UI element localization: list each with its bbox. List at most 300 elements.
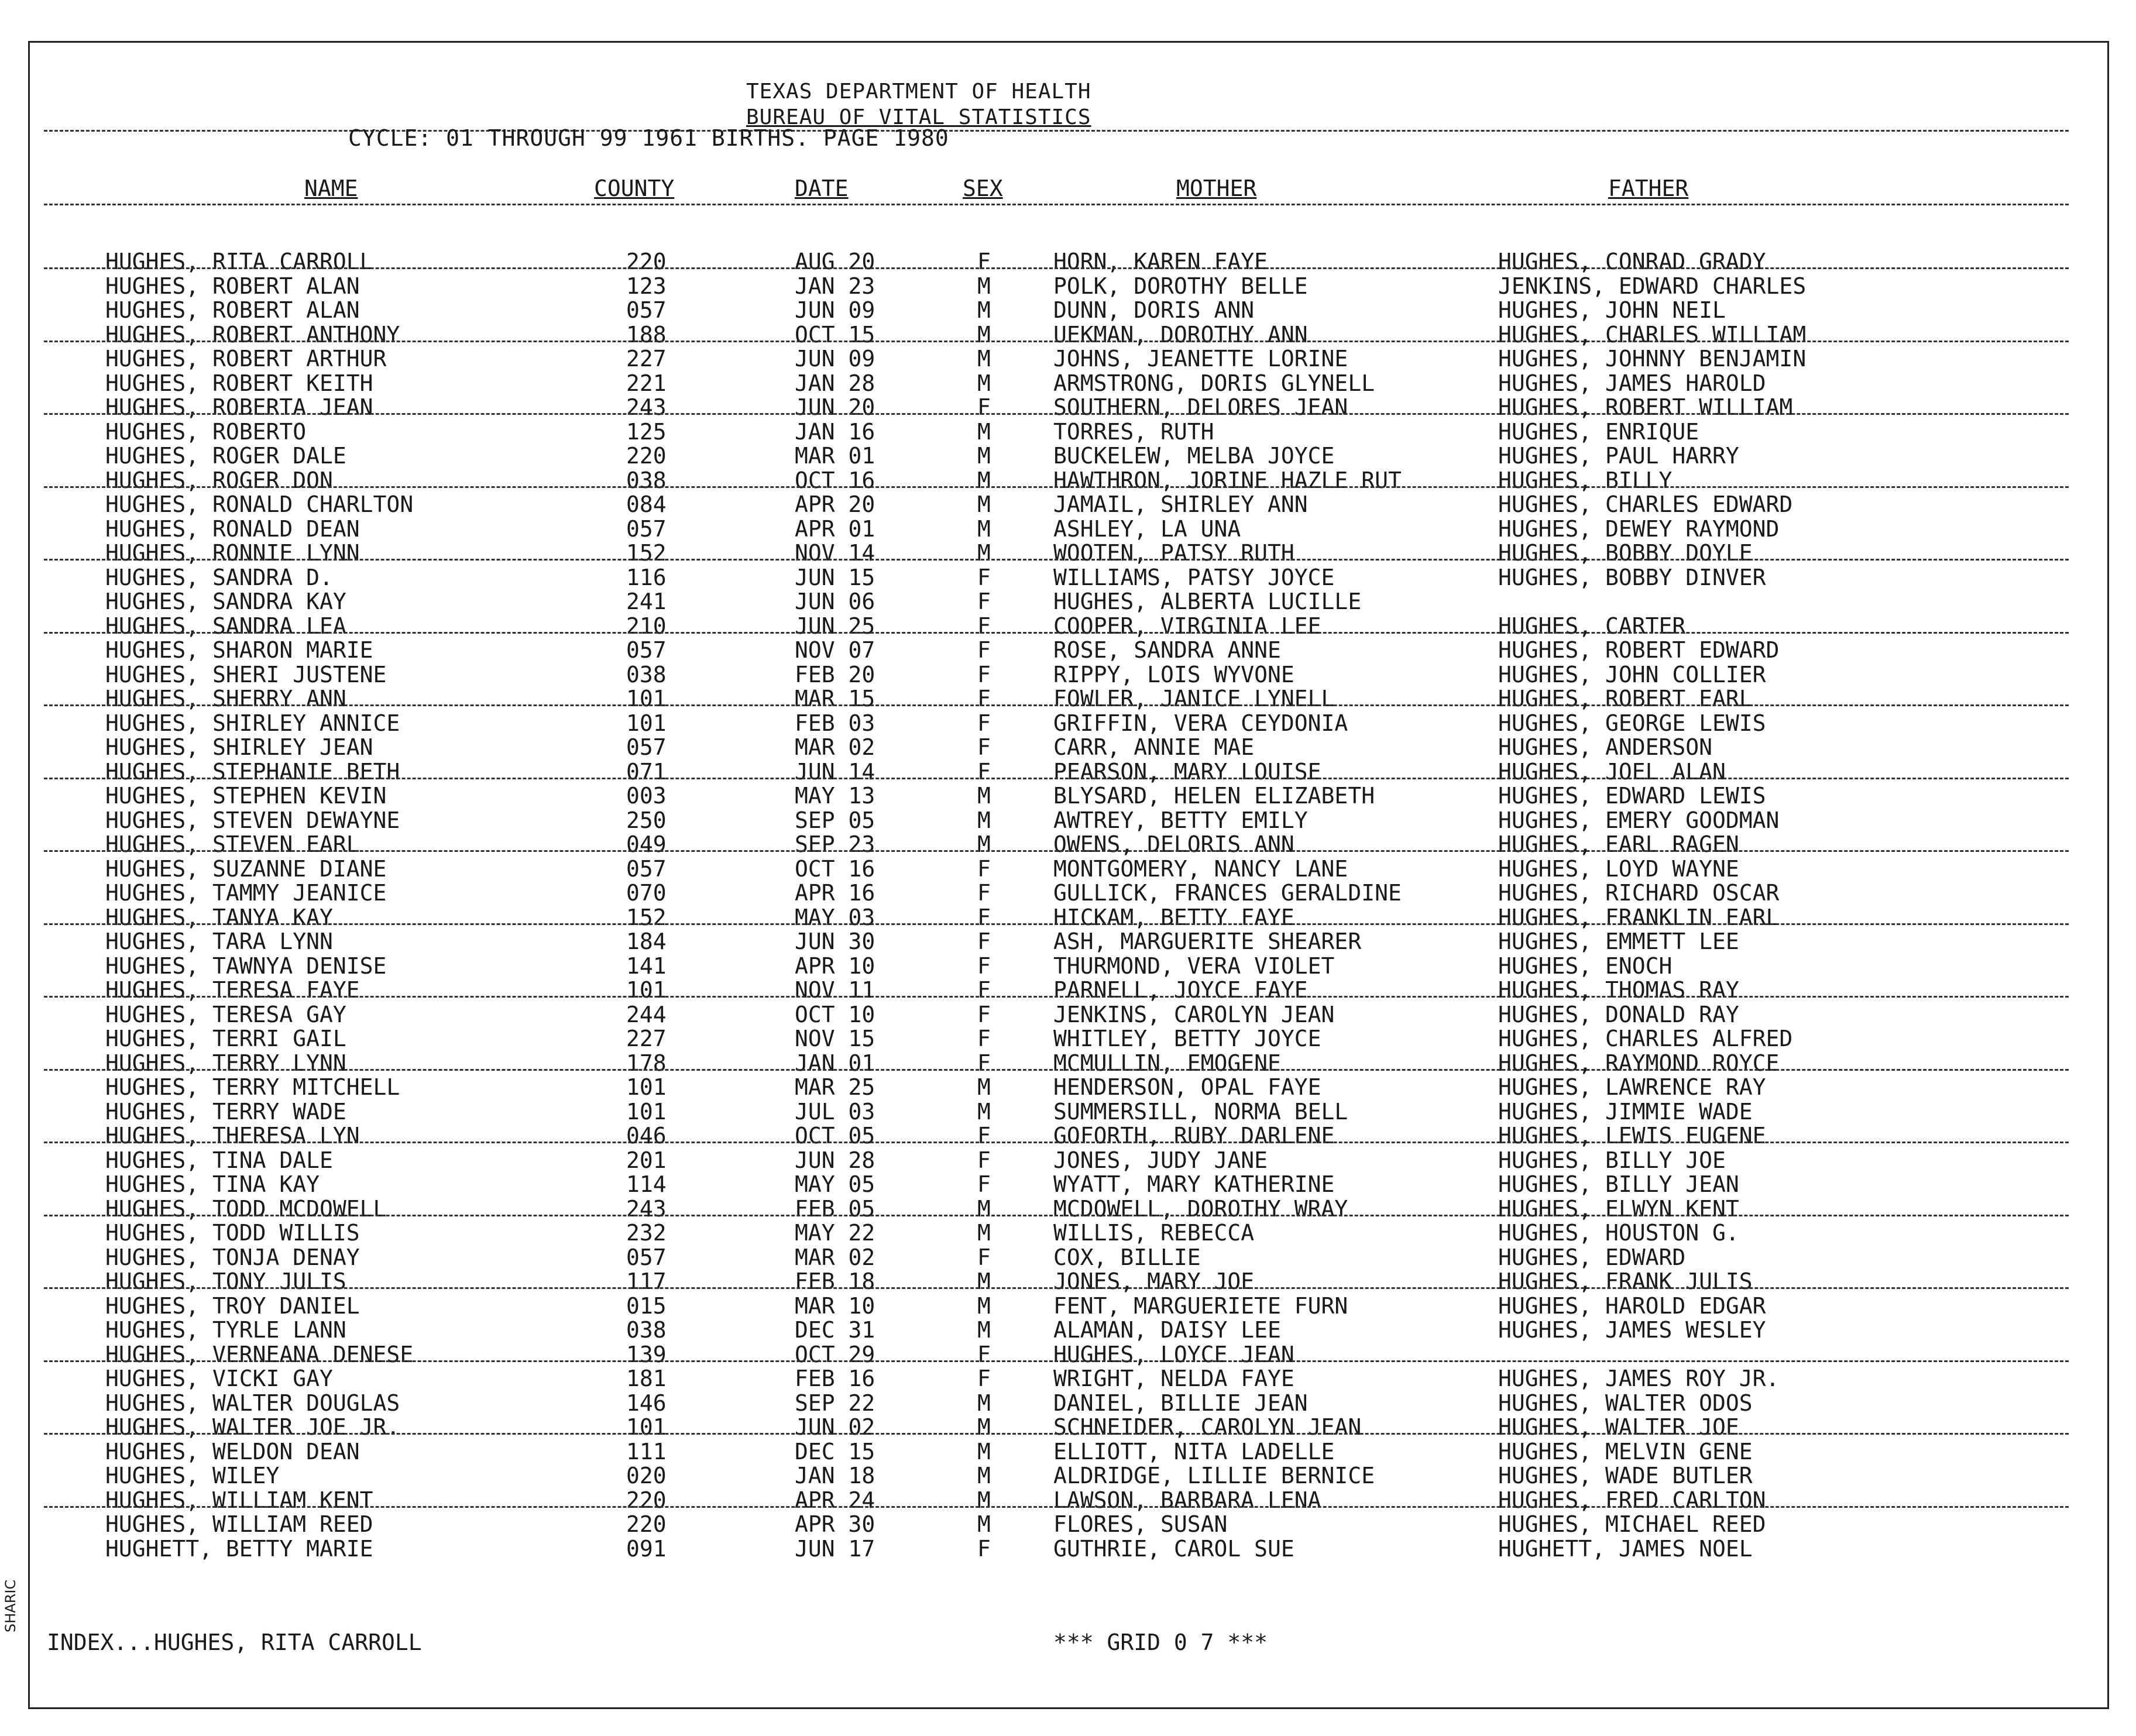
cell-father: HUGHES, FRED CARLTON: [1498, 1487, 1766, 1513]
cell-county: 111: [626, 1438, 667, 1465]
side-stamp: SHARIC: [2, 1579, 19, 1632]
cell-name: HUGHES, VERNEANA DENESE: [105, 1341, 414, 1367]
cell-sex: M: [977, 807, 991, 833]
cell-sex: F: [977, 855, 991, 882]
cell-mother: ELLIOTT, NITA LADELLE: [1053, 1438, 1335, 1465]
cell-sex: F: [977, 1001, 991, 1027]
cell-mother: SUMMERSILL, NORMA BELL: [1053, 1098, 1348, 1125]
cell-name: HUGHES, RITA CARROLL: [105, 249, 373, 274]
row-divider: [44, 1069, 2069, 1071]
cell-mother: WILLIAMS, PATSY JOYCE: [1053, 564, 1335, 590]
row-divider: [44, 850, 2069, 852]
column-header-sex: SEX: [963, 176, 1003, 201]
cell-date: JUN 25: [795, 613, 875, 639]
cell-county: 220: [626, 1511, 667, 1537]
cell-name: HUGHES, WELDON DEAN: [105, 1438, 360, 1465]
cell-county: 210: [626, 613, 667, 639]
cell-mother: LAWSON, BARBARA LENA: [1053, 1487, 1321, 1513]
cell-date: AUG 20: [795, 249, 875, 274]
cell-county: 084: [626, 491, 667, 517]
cell-name: HUGHES, TAMMY JEANICE: [105, 880, 387, 906]
cell-name: HUGHES, TERRY MITCHELL: [105, 1074, 400, 1100]
cell-county: 243: [626, 1195, 667, 1222]
cell-name: HUGHES, SHERRY ANN: [105, 686, 346, 711]
cell-name: HUGHES, WILLIAM KENT: [105, 1487, 373, 1513]
cell-father: HUGHES, THOMAS RAY: [1498, 977, 1739, 1003]
cell-date: JUN 02: [795, 1414, 875, 1440]
cell-county: 046: [626, 1123, 667, 1149]
cell-sex: F: [977, 1123, 991, 1149]
cell-mother: JOHNS, JEANETTE LORINE: [1053, 346, 1348, 372]
cell-name: HUGHES, RONNIE LYNN: [105, 540, 360, 566]
cell-name: HUGHES, STEVEN DEWAYNE: [105, 807, 400, 833]
cell-father: HUGHES, MELVIN GENE: [1498, 1438, 1753, 1465]
cell-county: 003: [626, 783, 667, 809]
cell-mother: SCHNEIDER, CAROLYN JEAN: [1053, 1414, 1362, 1440]
cell-name: HUGHES, THERESA LYN: [105, 1123, 360, 1149]
cell-name: HUGHES, TANYA KAY: [105, 904, 333, 930]
cell-sex: F: [977, 1341, 991, 1367]
cell-county: 141: [626, 953, 667, 979]
cell-name: HUGHES, STEVEN EARL: [105, 831, 360, 857]
cell-mother: GULLICK, FRANCES GERALDINE: [1053, 880, 1402, 906]
cell-father: HUGHES, WALTER JOE: [1498, 1414, 1739, 1440]
cell-date: MAR 02: [795, 734, 875, 760]
cell-county: 232: [626, 1220, 667, 1246]
cell-date: MAR 15: [795, 686, 875, 711]
cell-date: OCT 05: [795, 1123, 875, 1149]
row-divider: [44, 632, 2069, 634]
cell-name: HUGHES, TERRI GAIL: [105, 1026, 346, 1051]
cell-name: HUGHES, ROBERT ALAN: [105, 297, 360, 323]
cell-father: HUGHES, ENRIQUE: [1498, 418, 1699, 445]
cell-sex: F: [977, 710, 991, 736]
cell-name: HUGHES, SHIRLEY ANNICE: [105, 710, 400, 736]
cell-sex: F: [977, 249, 991, 274]
cell-father: HUGHES, CARTER: [1498, 613, 1686, 639]
cell-sex: M: [977, 783, 991, 809]
cell-mother: GOFORTH, RUBY DARLENE: [1053, 1123, 1335, 1149]
cell-county: 188: [626, 321, 667, 348]
cell-name: HUGHES, ROBERT KEITH: [105, 370, 373, 396]
cell-father: HUGHES, ANDERSON: [1498, 734, 1713, 760]
cell-mother: ROSE, SANDRA ANNE: [1053, 637, 1281, 663]
cell-sex: M: [977, 1390, 991, 1416]
cell-mother: DANIEL, BILLIE JEAN: [1053, 1390, 1308, 1416]
cell-name: HUGHES, ROBERTO: [105, 418, 307, 445]
cell-county: 038: [626, 1317, 667, 1343]
cell-date: JAN 16: [795, 418, 875, 445]
cell-father: HUGHES, WADE BUTLER: [1498, 1463, 1753, 1489]
cell-father: HUGHES, ELWYN KENT: [1498, 1195, 1739, 1222]
cell-name: HUGHES, TARA LYNN: [105, 929, 333, 954]
agency-title: TEXAS DEPARTMENT OF HEALTH: [746, 80, 1091, 104]
cell-father: HUGHES, RAYMOND ROYCE: [1498, 1050, 1780, 1076]
cell-mother: DUNN, DORIS ANN: [1053, 297, 1255, 323]
bureau-title: BUREAU OF VITAL STATISTICS: [746, 105, 1091, 129]
cell-name: HUGHES, TAWNYA DENISE: [105, 953, 387, 979]
cell-name: HUGHES, ROGER DON: [105, 467, 333, 493]
cell-father: HUGHES, MICHAEL REED: [1498, 1511, 1766, 1537]
cell-county: 152: [626, 904, 667, 930]
cell-county: 057: [626, 297, 667, 323]
cell-date: JUN 28: [795, 1147, 875, 1173]
cell-date: MAY 22: [795, 1220, 875, 1246]
cell-county: 117: [626, 1269, 667, 1294]
cell-county: 243: [626, 394, 667, 420]
cell-county: 070: [626, 880, 667, 906]
cell-sex: F: [977, 613, 991, 639]
cell-sex: M: [977, 491, 991, 517]
row-divider: [44, 996, 2069, 998]
cell-date: JUN 09: [795, 297, 875, 323]
cell-father: HUGHES, ROBERT EARL: [1498, 686, 1753, 711]
cell-father: HUGHES, BILLY JOE: [1498, 1147, 1726, 1173]
row-divider: [44, 486, 2069, 488]
cell-county: 220: [626, 249, 667, 274]
cell-father: HUGHES, BOBBY DINVER: [1498, 564, 1766, 590]
header-divider: [44, 130, 2069, 132]
cell-mother: MCMULLIN, EMOGENE: [1053, 1050, 1281, 1076]
cell-father: HUGHES, JAMES ROY JR.: [1498, 1366, 1780, 1391]
cell-father: HUGHES, GEORGE LEWIS: [1498, 710, 1766, 736]
cell-name: HUGHES, WILLIAM REED: [105, 1511, 373, 1537]
cell-sex: M: [977, 1438, 991, 1465]
cell-mother: ARMSTRONG, DORIS GLYNELL: [1053, 370, 1375, 396]
cell-father: HUGHES, EDWARD LEWIS: [1498, 783, 1766, 809]
cell-county: 241: [626, 589, 667, 614]
row-divider: [44, 413, 2069, 415]
cell-mother: FLORES, SUSAN: [1053, 1511, 1228, 1537]
cell-county: 101: [626, 1414, 667, 1440]
cell-sex: M: [977, 1074, 991, 1100]
cycle-line: CYCLE: 01 THROUGH 99 1961 BIRTHS. PAGE 1980: [348, 125, 949, 151]
grid-label: *** GRID 0 7 ***: [1053, 1630, 1268, 1655]
cell-mother: HUGHES, ALBERTA LUCILLE: [1053, 589, 1362, 614]
cell-sex: M: [977, 273, 991, 299]
cell-date: APR 20: [795, 491, 875, 517]
cell-father: HUGHES, CHARLES WILLIAM: [1498, 321, 1807, 348]
cell-sex: M: [977, 321, 991, 348]
cell-date: APR 24: [795, 1487, 875, 1513]
cell-father: HUGHES, CHARLES ALFRED: [1498, 1026, 1793, 1051]
index-label: INDEX...HUGHES, RITA CARROLL: [47, 1630, 422, 1655]
cell-county: 221: [626, 370, 667, 396]
cell-father: HUGHES, HAROLD EDGAR: [1498, 1292, 1766, 1319]
cell-mother: UEKMAN, DOROTHY ANN: [1053, 321, 1308, 348]
cell-county: 101: [626, 1098, 667, 1125]
cell-father: HUGHETT, JAMES NOEL: [1498, 1535, 1753, 1562]
cell-date: MAR 25: [795, 1074, 875, 1100]
cell-date: DEC 15: [795, 1438, 875, 1465]
cell-date: FEB 05: [795, 1195, 875, 1222]
cell-county: 139: [626, 1341, 667, 1367]
cell-name: HUGHES, TODD MCDOWELL: [105, 1195, 387, 1222]
cell-county: 057: [626, 855, 667, 882]
cell-sex: M: [977, 443, 991, 469]
cell-county: 116: [626, 564, 667, 590]
cell-sex: F: [977, 904, 991, 930]
row-divider: [44, 267, 2069, 269]
row-divider: [44, 1360, 2069, 1362]
cell-father: HUGHES, JOHN NEIL: [1498, 297, 1726, 323]
cell-sex: F: [977, 1026, 991, 1051]
cell-father: HUGHES, JIMMIE WADE: [1498, 1098, 1753, 1125]
cell-date: MAR 10: [795, 1292, 875, 1319]
cell-name: HUGHES, TYRLE LANN: [105, 1317, 346, 1343]
cell-name: HUGHES, ROBERT ALAN: [105, 273, 360, 299]
cell-father: HUGHES, WALTER ODOS: [1498, 1390, 1753, 1416]
cell-father: HUGHES, BILLY: [1498, 467, 1673, 493]
cell-date: OCT 16: [795, 855, 875, 882]
cell-date: APR 01: [795, 515, 875, 542]
cell-name: HUGHES, ROBERT ANTHONY: [105, 321, 400, 348]
cell-date: NOV 14: [795, 540, 875, 566]
cell-father: HUGHES, RICHARD OSCAR: [1498, 880, 1780, 906]
cell-date: SEP 05: [795, 807, 875, 833]
cell-father: HUGHES, ROBERT WILLIAM: [1498, 394, 1793, 420]
cell-sex: F: [977, 953, 991, 979]
row-divider: [44, 1287, 2069, 1289]
cell-father: HUGHES, JOHNNY BENJAMIN: [1498, 346, 1807, 372]
cell-county: 049: [626, 831, 667, 857]
cell-father: HUGHES, HOUSTON G.: [1498, 1220, 1739, 1246]
cell-sex: F: [977, 637, 991, 663]
cell-name: HUGHES, STEPHEN KEVIN: [105, 783, 387, 809]
cell-mother: HORN, KAREN FAYE: [1053, 249, 1268, 274]
cell-sex: F: [977, 758, 991, 785]
cell-mother: WRIGHT, NELDA FAYE: [1053, 1366, 1294, 1391]
cell-mother: BLYSARD, HELEN ELIZABETH: [1053, 783, 1375, 809]
cell-mother: BUCKELEW, MELBA JOYCE: [1053, 443, 1335, 469]
cell-sex: F: [977, 564, 991, 590]
cell-date: JAN 18: [795, 1463, 875, 1489]
cell-county: 015: [626, 1292, 667, 1319]
cell-name: HUGHES, STEPHANIE BETH: [105, 758, 400, 785]
cell-sex: M: [977, 1269, 991, 1294]
cell-county: 220: [626, 1487, 667, 1513]
cell-sex: F: [977, 394, 991, 420]
cell-father: HUGHES, EMERY GOODMAN: [1498, 807, 1780, 833]
cell-mother: MONTGOMERY, NANCY LANE: [1053, 855, 1348, 882]
cell-date: OCT 10: [795, 1001, 875, 1027]
cell-date: MAY 13: [795, 783, 875, 809]
row-divider: [44, 1215, 2069, 1216]
cell-date: JUN 30: [795, 929, 875, 954]
cell-name: HUGHES, ROGER DALE: [105, 443, 346, 469]
cell-date: JUN 15: [795, 564, 875, 590]
cell-county: 101: [626, 710, 667, 736]
cell-mother: PEARSON, MARY LOUISE: [1053, 758, 1321, 785]
cell-sex: M: [977, 1292, 991, 1319]
cell-father: HUGHES, JOEL ALAN: [1498, 758, 1726, 785]
cell-mother: TORRES, RUTH: [1053, 418, 1214, 445]
cell-mother: FENT, MARGUERIETE FURN: [1053, 1292, 1348, 1319]
cell-father: HUGHES, ROBERT EDWARD: [1498, 637, 1780, 663]
column-header-county: COUNTY: [594, 176, 675, 201]
cell-county: 250: [626, 807, 667, 833]
cell-mother: RIPPY, LOIS WYVONE: [1053, 661, 1294, 687]
cell-county: 101: [626, 686, 667, 711]
cell-county: 178: [626, 1050, 667, 1076]
cell-sex: F: [977, 1171, 991, 1197]
cell-sex: F: [977, 686, 991, 711]
cell-mother: GRIFFIN, VERA CEYDONIA: [1053, 710, 1348, 736]
cell-mother: FOWLER, JANICE LYNELL: [1053, 686, 1335, 711]
cell-date: FEB 16: [795, 1366, 875, 1391]
cell-mother: JONES, JUDY JANE: [1053, 1147, 1268, 1173]
cell-sex: F: [977, 734, 991, 760]
cell-father: HUGHES, CHARLES EDWARD: [1498, 491, 1793, 517]
cell-father: HUGHES, CONRAD GRADY: [1498, 249, 1766, 274]
cell-mother: COOPER, VIRGINIA LEE: [1053, 613, 1321, 639]
cell-mother: ALAMAN, DAISY LEE: [1053, 1317, 1281, 1343]
cell-county: 057: [626, 734, 667, 760]
row-divider: [44, 559, 2069, 561]
cell-mother: HAWTHRON, JORINE HAZLE RUT: [1053, 467, 1402, 493]
cell-mother: JAMAIL, SHIRLEY ANN: [1053, 491, 1308, 517]
cell-father: HUGHES, JOHN COLLIER: [1498, 661, 1766, 687]
column-divider: [44, 204, 2069, 205]
cell-mother: POLK, DOROTHY BELLE: [1053, 273, 1308, 299]
cell-sex: M: [977, 346, 991, 372]
cell-father: HUGHES, EARL RAGEN: [1498, 831, 1739, 857]
cell-date: JUN 09: [795, 346, 875, 372]
cell-name: HUGHES, TINA KAY: [105, 1171, 320, 1197]
cell-date: APR 16: [795, 880, 875, 906]
column-header-name: NAME: [304, 176, 358, 201]
cell-county: 038: [626, 467, 667, 493]
cell-date: MAR 01: [795, 443, 875, 469]
cell-sex: M: [977, 1220, 991, 1246]
cell-county: 020: [626, 1463, 667, 1489]
row-divider: [44, 923, 2069, 925]
cell-father: JENKINS, EDWARD CHARLES: [1498, 273, 1807, 299]
cell-mother: OWENS, DELORIS ANN: [1053, 831, 1294, 857]
cell-county: 123: [626, 273, 667, 299]
cell-date: NOV 07: [795, 637, 875, 663]
row-divider: [44, 1506, 2069, 1508]
cell-date: JUL 03: [795, 1098, 875, 1125]
row-divider: [44, 1142, 2069, 1143]
cell-county: 227: [626, 346, 667, 372]
cell-date: JUN 20: [795, 394, 875, 420]
cell-county: 057: [626, 637, 667, 663]
cell-mother: WILLIS, REBECCA: [1053, 1220, 1255, 1246]
cell-date: NOV 15: [795, 1026, 875, 1051]
cell-name: HUGHES, SANDRA LEA: [105, 613, 346, 639]
column-header-date: DATE: [795, 176, 849, 201]
cell-sex: F: [977, 1244, 991, 1270]
cell-father: HUGHES, FRANKLIN EARL: [1498, 904, 1780, 930]
cell-sex: M: [977, 1463, 991, 1489]
cell-sex: M: [977, 1317, 991, 1343]
cell-name: HUGHES, WILEY: [105, 1463, 280, 1489]
cell-date: JUN 06: [795, 589, 875, 614]
cell-county: 146: [626, 1390, 667, 1416]
cell-date: JAN 23: [795, 273, 875, 299]
cell-sex: M: [977, 1098, 991, 1125]
cell-county: 101: [626, 977, 667, 1003]
cell-sex: M: [977, 370, 991, 396]
cell-father: HUGHES, LAWRENCE RAY: [1498, 1074, 1766, 1100]
cell-mother: ASHLEY, LA UNA: [1053, 515, 1241, 542]
cell-sex: M: [977, 1487, 991, 1513]
cell-county: 057: [626, 515, 667, 542]
cell-mother: WHITLEY, BETTY JOYCE: [1053, 1026, 1321, 1051]
cell-father: HUGHES, LEWIS EUGENE: [1498, 1123, 1766, 1149]
cell-name: HUGHES, SUZANNE DIANE: [105, 855, 387, 882]
cell-county: 201: [626, 1147, 667, 1173]
cell-name: HUGHES, TONJA DENAY: [105, 1244, 360, 1270]
cell-father: HUGHES, FRANK JULIS: [1498, 1269, 1753, 1294]
cell-name: HUGHES, TROY DANIEL: [105, 1292, 360, 1319]
cell-county: 244: [626, 1001, 667, 1027]
cell-county: 057: [626, 1244, 667, 1270]
cell-name: HUGHES, WALTER DOUGLAS: [105, 1390, 400, 1416]
cell-county: 227: [626, 1026, 667, 1051]
cell-mother: PARNELL, JOYCE FAYE: [1053, 977, 1308, 1003]
cell-date: JAN 28: [795, 370, 875, 396]
cell-name: HUGHES, TERRY LYNN: [105, 1050, 346, 1076]
cell-name: HUGHES, VICKI GAY: [105, 1366, 333, 1391]
cell-date: FEB 03: [795, 710, 875, 736]
cell-name: HUGHES, SHERI JUSTENE: [105, 661, 387, 687]
column-header-father: FATHER: [1608, 176, 1689, 201]
cell-name: HUGHES, TERESA FAYE: [105, 977, 360, 1003]
cell-father: HUGHES, PAUL HARRY: [1498, 443, 1739, 469]
cell-mother: HENDERSON, OPAL FAYE: [1053, 1074, 1321, 1100]
row-divider: [44, 778, 2069, 779]
cell-sex: F: [977, 1147, 991, 1173]
row-divider: [44, 704, 2069, 706]
cell-mother: MCDOWELL, DOROTHY WRAY: [1053, 1195, 1348, 1222]
cell-name: HUGHES, WALTER JOE JR.: [105, 1414, 400, 1440]
cell-sex: F: [977, 661, 991, 687]
cell-sex: F: [977, 929, 991, 954]
cell-sex: M: [977, 515, 991, 542]
cell-date: DEC 31: [795, 1317, 875, 1343]
cell-date: APR 30: [795, 1511, 875, 1537]
cell-date: APR 10: [795, 953, 875, 979]
cell-county: 152: [626, 540, 667, 566]
cell-name: HUGHES, TINA DALE: [105, 1147, 333, 1173]
cell-sex: M: [977, 1511, 991, 1537]
cell-name: HUGHES, SANDRA D.: [105, 564, 333, 590]
cell-county: 125: [626, 418, 667, 445]
cell-name: HUGHETT, BETTY MARIE: [105, 1535, 373, 1562]
row-divider: [44, 1433, 2069, 1435]
cell-sex: M: [977, 831, 991, 857]
cell-county: 184: [626, 929, 667, 954]
cell-mother: COX, BILLIE: [1053, 1244, 1201, 1270]
cell-name: HUGHES, TONY JULIS: [105, 1269, 346, 1294]
cell-father: HUGHES, LOYD WAYNE: [1498, 855, 1739, 882]
cell-date: MAY 05: [795, 1171, 875, 1197]
cell-name: HUGHES, SHARON MARIE: [105, 637, 373, 663]
cell-mother: AWTREY, BETTY EMILY: [1053, 807, 1308, 833]
cell-date: MAY 03: [795, 904, 875, 930]
cell-mother: HUGHES, LOYCE JEAN: [1053, 1341, 1294, 1367]
cell-date: NOV 11: [795, 977, 875, 1003]
cell-sex: M: [977, 540, 991, 566]
cell-date: OCT 16: [795, 467, 875, 493]
cell-name: HUGHES, SHIRLEY JEAN: [105, 734, 373, 760]
cell-father: HUGHES, DONALD RAY: [1498, 1001, 1739, 1027]
cell-date: MAR 02: [795, 1244, 875, 1270]
cell-date: SEP 22: [795, 1390, 875, 1416]
cell-sex: F: [977, 1050, 991, 1076]
